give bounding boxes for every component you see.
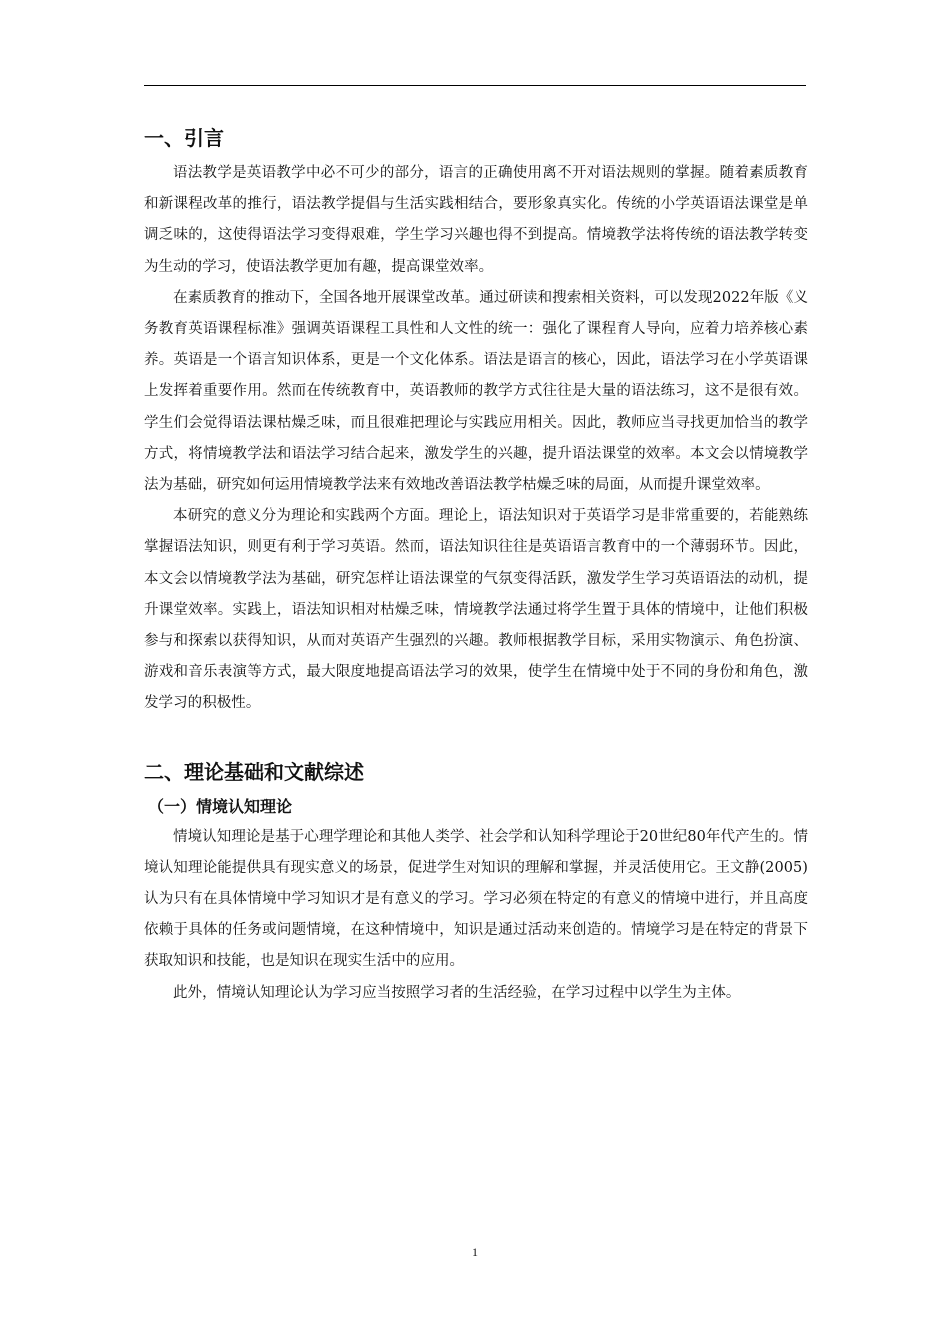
paragraph: 在素质教育的推动下，全国各地开展课堂改革。通过研读和搜索相关资料，可以发现2022年版《义务教育英语课程标准》强调英语课程工具性和人文性的统一：强化了课程育人导向，应着力培养核心素养。英语是一个语言知识体系，更是一个文化体系。语法是语言的核心，因此，语法学习在小学英语课上发挥着重要作用。然而在传统教育中，英语教师的教学方式往往是大量的语法练习，这不是很有效。学生们会觉得语法课枯燥乏味，而且很难把理论与实践应用相关。因此，教师应当寻找更加恰当的教学方式，将情境教学法和语法学习结合起来，激发学生的兴趣，提升语法课堂的效率。本文会以情境教学法为基础，研究如何运用情境教学法来有效地改善语法教学枯燥乏味的局面，从而提升课堂效率。 [144, 289, 808, 494]
header-rule [144, 85, 806, 86]
paragraph: 语法教学是英语教学中必不可少的部分，语言的正确使用离不开对语法规则的掌握。随着素质教育和新课程改革的推行，语法教学提倡与生活实践相结合，要形象真实化。传统的小学英语语法课堂是单调乏味的，这使得语法学习变得艰难，学生学习兴趣也得不到提高。情境教学法将传统的语法教学转变为生动的学习，使语法教学更加有趣，提高课堂效率。 [144, 165, 808, 275]
document-body [144, 118, 808, 1009]
section-heading-theory: 二、理论基础和文献综述 [144, 759, 364, 784]
section-heading-introduction: 一、引言 [144, 126, 224, 150]
paragraph: 此外，情境认知理论认为学习应当按照学习者的生活经验，在学习过程中以学生为主体。 [173, 984, 741, 1001]
paragraph: 情境认知理论是基于心理学理论和其他人类学、社会学和认知科学理论于20世纪80年代产生的。情境认知理论能提供具有现实意义的场景，促进学生对知识的理解和掌握，并灵活使用它。王文静(2005)认为只有在具体情境中学习知识才是有意义的学习。学习必须在特定的有意义的情境中进行，并且高度依赖于具体的任务或问题情境，在这种情境中，知识是通过活动来创造的。情境学习是在特定的背景下获取知识和技能，也是知识在现实生活中的应用。 [144, 828, 808, 970]
page-number: 1 [472, 1245, 478, 1259]
subsection-heading: （一）情境认知理论 [148, 796, 293, 816]
paragraph: 本研究的意义分为理论和实践两个方面。理论上，语法知识对于英语学习是非常重要的，若能熟练掌握语法知识，则更有利于学习英语。然而，语法知识往往是英语语言教育中的一个薄弱环节。因此，本文会以情境教学法为基础，研究怎样让语法课堂的气氛变得活跃，激发学生学习英语语法的动机，提升课堂效率。实践上，语法知识相对枯燥乏味，情境教学法通过将学生置于具体的情境中，让他们积极参与和探索以获得知识，从而对英语产生强烈的兴趣。教师根据教学目标，采用实物演示、角色扮演、游戏和音乐表演等方式，最大限度地提高语法学习的效果，使学生在情境中处于不同的身份和角色，激发学习的积极性。 [144, 508, 808, 712]
